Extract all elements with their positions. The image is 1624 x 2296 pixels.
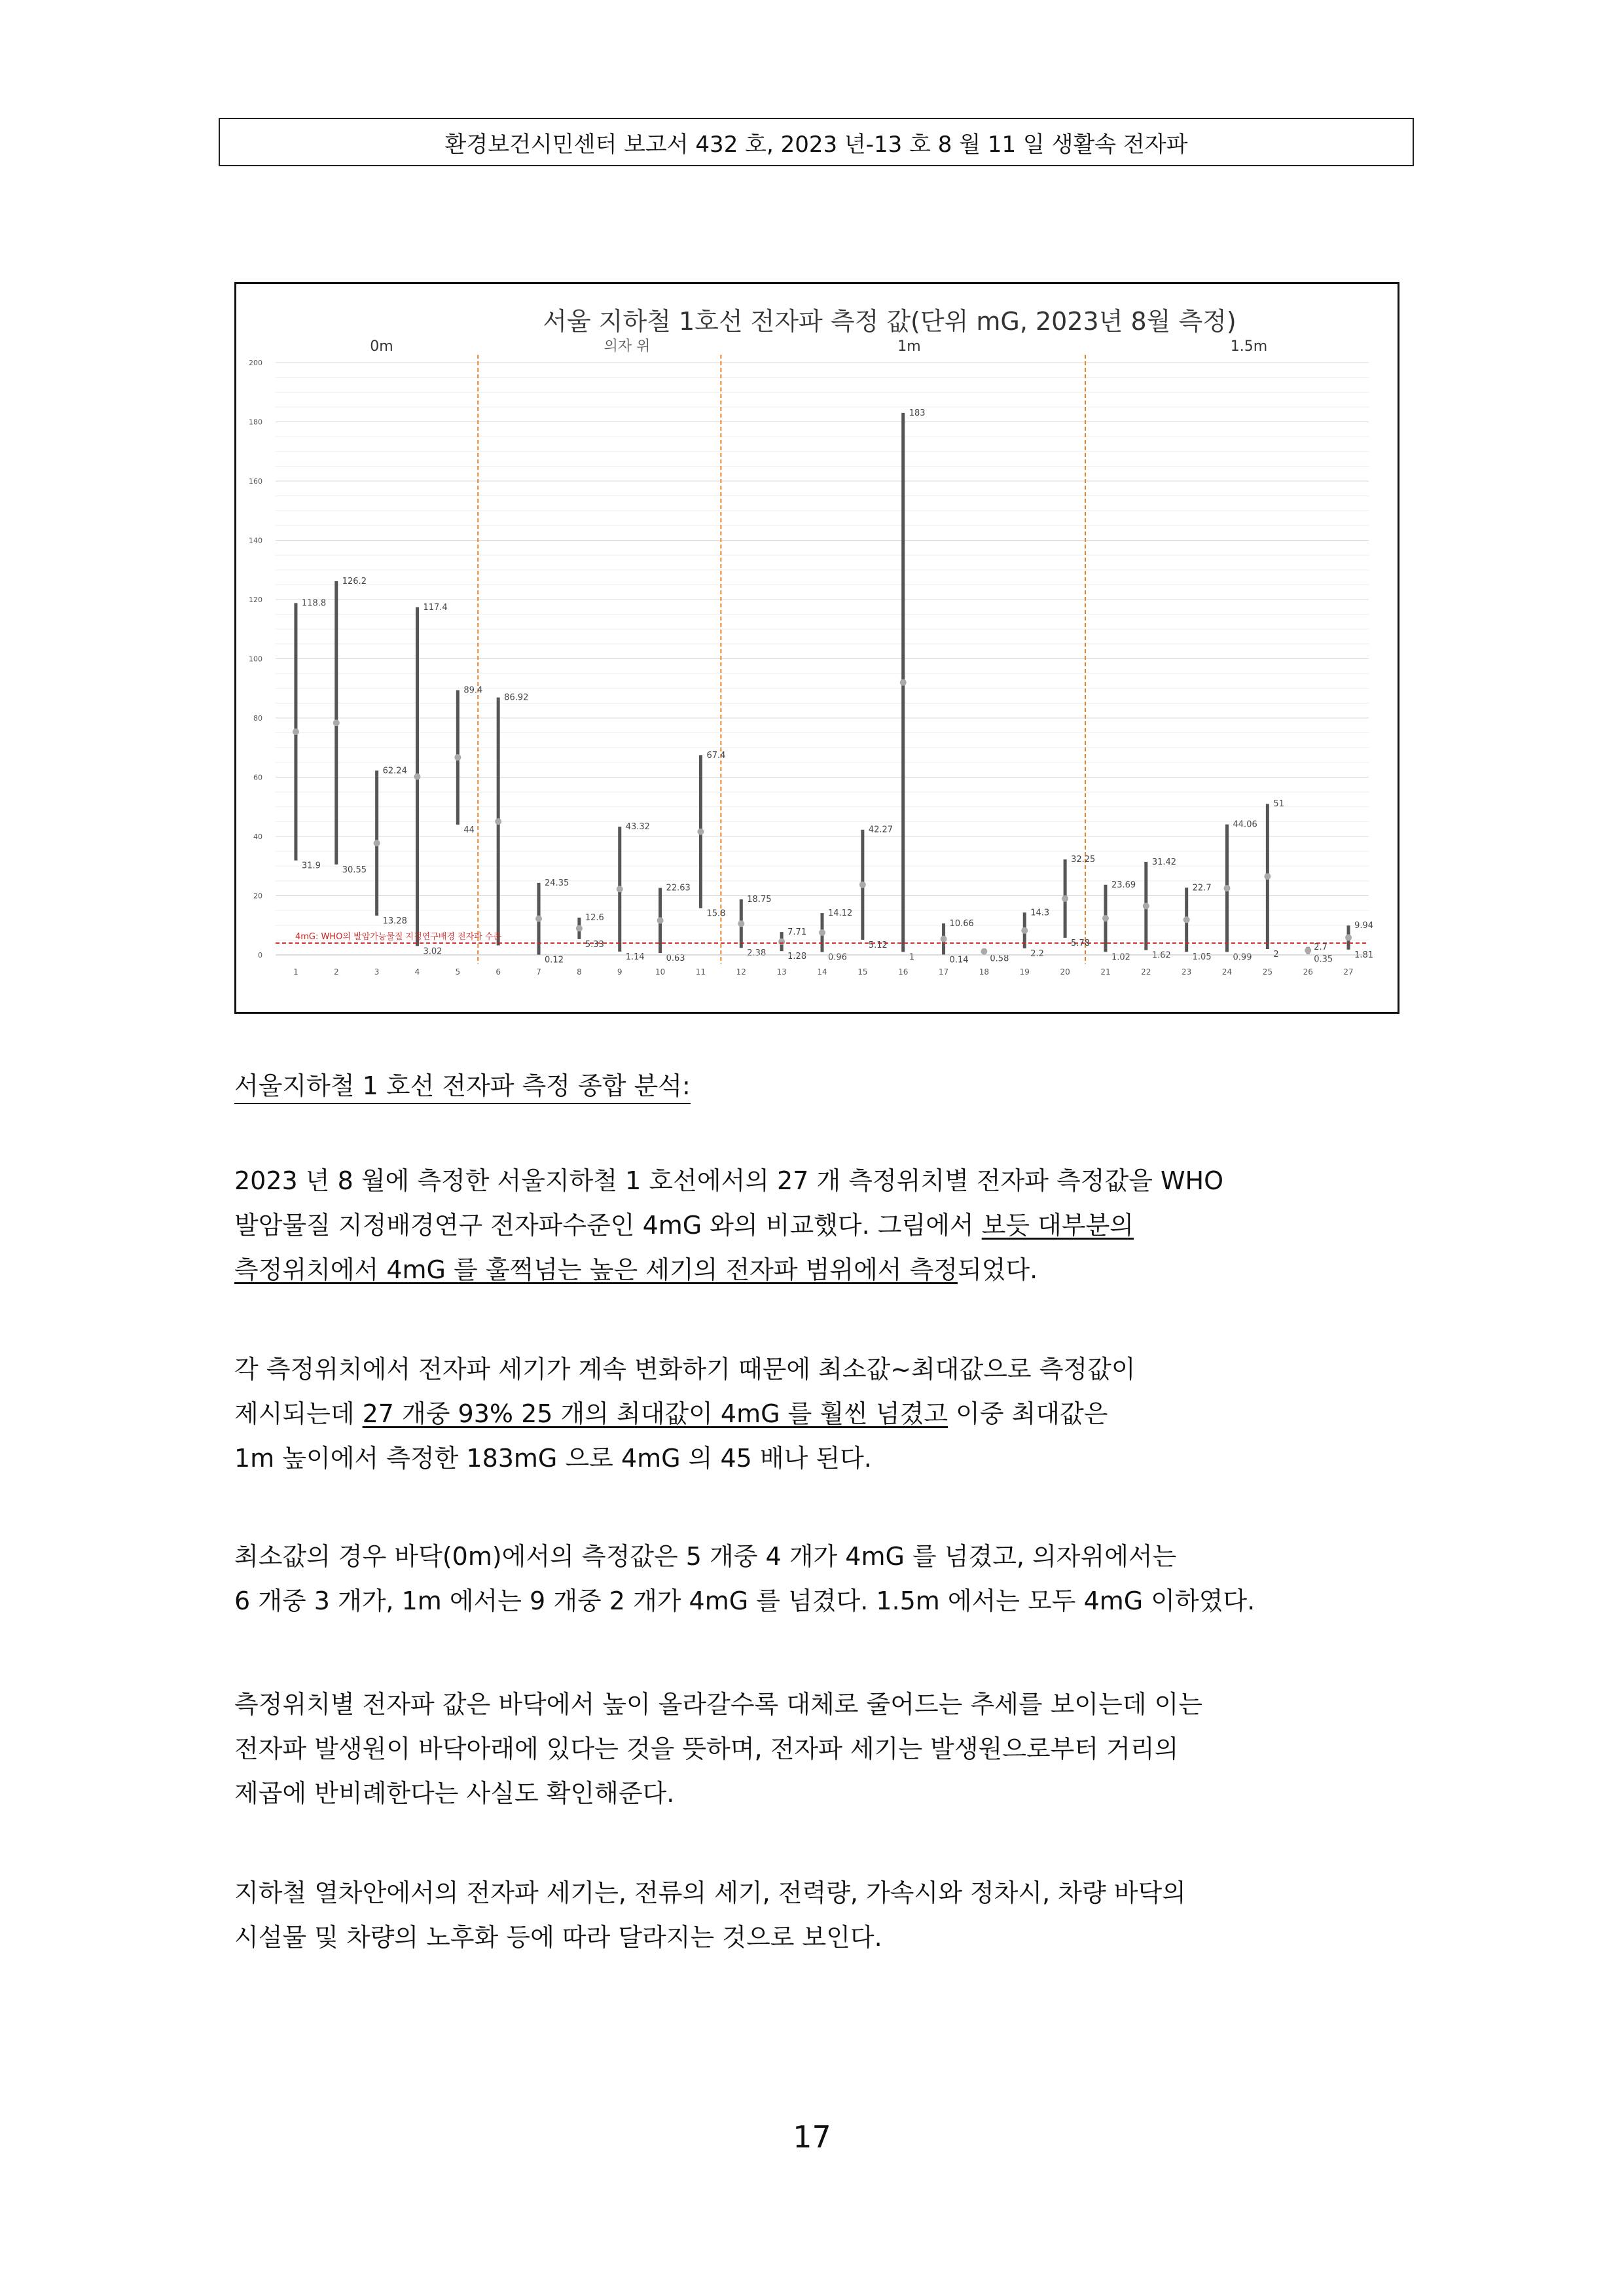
x-tick-label: 7	[536, 967, 541, 977]
max-value-label: 62.24	[382, 766, 407, 776]
min-value-label: 2.38	[747, 948, 767, 959]
p3-line-2: 6 개중 3 개가, 1m 에서는 9 개중 2 개가 4mG 를 넘겼다. 1.5m 에서는 모두 4mG 이하였다.	[234, 1587, 1255, 1615]
group-label-1-5m: 1.5m	[1230, 338, 1268, 355]
max-value-label: 42.27	[868, 825, 893, 835]
bars-layer	[293, 413, 1352, 955]
p2-line-2-tail: 이중 최대값은	[948, 1399, 1108, 1428]
paragraph-5	[234, 1871, 1406, 1960]
max-value-label: 86.92	[504, 692, 529, 703]
midpoint-marker	[941, 936, 947, 942]
x-tick-label: 19	[1019, 967, 1030, 977]
min-value-label: 30.55	[342, 865, 367, 875]
x-tick-label: 14	[817, 967, 827, 977]
min-value-label: 44	[463, 825, 475, 835]
x-tick-label: 23	[1182, 967, 1192, 977]
min-value-label: 13.28	[382, 916, 407, 926]
x-tick-label: 5	[455, 967, 461, 977]
max-value-label: 9.94	[1354, 921, 1374, 931]
p4-line-2: 전자파 발생원이 바닥아래에 있다는 것을 뜻하며, 전자파 세기는 발생원으로부터 거리의	[234, 1734, 1179, 1763]
paragraph-2	[234, 1347, 1406, 1480]
p2-line-2-underlined: 27 개중 93% 25 개의 최대값이 4mG 를 훨씬 넘겼고	[362, 1399, 948, 1428]
who-reference-label: 4mG: WHO의 발암가능물질 지정연구배경 전자파 수준	[295, 931, 501, 942]
midpoint-marker	[778, 939, 785, 945]
midpoint-marker	[981, 948, 987, 955]
midpoint-marker	[1224, 885, 1231, 891]
midpoint-marker	[738, 920, 744, 927]
max-value-label: 67.4	[706, 751, 726, 761]
section-title: 서울지하철 1 호선 전자파 측정 종합 분석:	[234, 1066, 691, 1104]
min-value-label: 5.12	[868, 940, 888, 950]
report-header	[219, 118, 1414, 166]
midpoint-marker	[900, 679, 907, 686]
y-tick-label: 180	[249, 418, 262, 427]
midpoint-marker	[1305, 947, 1311, 954]
x-tick-label: 20	[1060, 967, 1070, 977]
x-tick-label: 1	[293, 967, 298, 977]
min-value-label: 1.02	[1111, 952, 1130, 963]
min-value-label: 1.28	[787, 952, 807, 962]
min-value-label: 5.78	[1071, 938, 1091, 948]
max-value-label: 22.7	[1192, 883, 1212, 893]
max-value-label: 32.25	[1071, 855, 1096, 865]
x-tick-label: 6	[496, 967, 501, 977]
x-tick-label: 11	[695, 967, 706, 977]
p2-line-2-text: 제시되는데	[234, 1399, 363, 1428]
max-value-label: 7.71	[787, 927, 807, 938]
emf-chart	[234, 282, 1399, 1014]
max-value-label: 10.66	[949, 918, 974, 929]
midpoint-marker	[1102, 915, 1109, 922]
y-tick-label: 200	[249, 359, 262, 367]
y-tick-label: 0	[258, 951, 262, 960]
x-tick-label: 10	[655, 967, 666, 977]
p4-line-1: 측정위치별 전자파 값은 바닥에서 높이 올라갈수록 대체로 줄어드는 추세를 보이는데 이는	[234, 1690, 1202, 1719]
y-tick-label: 140	[249, 536, 262, 545]
min-value-label: 0.63	[666, 954, 685, 964]
max-value-label: 118.8	[301, 598, 327, 609]
paragraph-4	[234, 1682, 1406, 1816]
min-value-label: 0.99	[1233, 952, 1252, 963]
paragraph-1	[234, 1158, 1406, 1292]
midpoint-marker	[293, 728, 299, 735]
x-tick-label: 21	[1100, 967, 1111, 977]
min-value-label: 1.05	[1192, 952, 1212, 963]
chart-svg	[236, 284, 1398, 1012]
midpoint-marker	[414, 774, 420, 780]
y-tick-label: 40	[253, 833, 262, 841]
x-tick-label: 25	[1262, 967, 1273, 977]
midpoint-marker	[617, 886, 623, 892]
paragraph-3	[234, 1534, 1406, 1623]
max-value-label: 23.69	[1111, 880, 1136, 890]
p5-line-2: 시설물 및 차량의 노후화 등에 따라 달라지는 것으로 보인다.	[234, 1923, 882, 1952]
midpoint-marker	[1021, 927, 1028, 934]
x-tick-label: 18	[979, 967, 990, 977]
max-value-label: 183	[909, 408, 926, 418]
x-tick-label: 9	[617, 967, 623, 977]
midpoint-marker	[1062, 895, 1068, 902]
p5-line-1: 지하철 열차안에서의 전자파 세기는, 전류의 세기, 전력량, 가속시와 정차시, 차량 바닥의	[234, 1878, 1186, 1907]
max-value-label: 2.7	[1314, 942, 1327, 952]
max-value-label: 126.2	[342, 576, 367, 586]
min-value-label: 0.35	[1314, 954, 1333, 965]
x-tick-label: 2	[333, 967, 339, 977]
min-value-label: 2	[1273, 949, 1279, 960]
p3-line-1: 최소값의 경우 바닥(0m)에서의 측정값은 5 개중 4 개가 4mG 를 넘겼고, 의자위에서는	[234, 1542, 1177, 1571]
y-tick-label: 60	[253, 773, 262, 782]
min-value-label: 31.9	[301, 861, 321, 871]
max-value-label: 51	[1273, 799, 1284, 810]
p2-line-1: 각 측정위치에서 전자파 세기가 계속 변화하기 때문에 최소값~최대값으로 측정값이	[234, 1355, 1136, 1384]
x-tick-label: 12	[736, 967, 746, 977]
y-tick-label: 20	[253, 891, 262, 901]
min-value-label: 0.14	[949, 955, 969, 965]
x-tick-label: 22	[1141, 967, 1151, 977]
midpoint-marker	[1183, 916, 1190, 923]
max-value-label: 43.32	[625, 821, 650, 832]
min-value-label: 15.8	[706, 908, 726, 919]
midpoint-marker	[697, 829, 704, 835]
report-header-text: 환경보건시민센터 보고서 432 호, 2023 년-13 호 8 월 11 일 생활속 전자파	[444, 131, 1188, 158]
midpoint-marker	[1345, 934, 1352, 941]
midpoint-marker	[454, 754, 461, 761]
group-label-1m: 1m	[897, 338, 921, 355]
midpoint-marker	[819, 929, 825, 936]
midpoint-marker	[333, 719, 340, 726]
midpoint-marker	[1143, 903, 1149, 909]
min-value-label: 0.96	[828, 952, 847, 963]
x-tick-label: 13	[776, 967, 787, 977]
midpoint-marker	[535, 916, 542, 922]
p2-line-2	[234, 1391, 1406, 1436]
p1-line-2	[234, 1203, 1406, 1247]
x-tick-label: 24	[1221, 967, 1233, 977]
group-label-floor: 0m	[370, 338, 393, 355]
x-tick-label: 26	[1303, 967, 1313, 977]
x-tick-label: 16	[898, 967, 909, 977]
max-value-label: 117.4	[423, 602, 448, 613]
min-value-label: 1	[909, 952, 914, 963]
max-value-label: 44.06	[1233, 819, 1257, 830]
midpoint-marker	[495, 818, 501, 825]
max-value-label: 89.4	[463, 685, 483, 696]
max-value-label: 14.3	[1030, 908, 1050, 918]
min-value-label: 0.58	[990, 954, 1009, 964]
page-number: 17	[793, 2119, 831, 2155]
midpoint-marker	[859, 882, 866, 888]
midpoint-marker	[1264, 873, 1271, 880]
x-tick-label: 4	[414, 967, 420, 977]
min-value-label: 2.2	[1030, 949, 1044, 960]
chart-title: 서울 지하철 1호선 전자파 측정 값(단위 mG, 2023년 8월 측정)	[543, 307, 1236, 336]
p1-line-3-text: 되었다.	[957, 1255, 1038, 1284]
midpoint-marker	[657, 917, 664, 924]
min-value-label: 1.62	[1151, 950, 1171, 961]
labels-layer	[302, 408, 1373, 965]
min-value-label: 0.12	[545, 955, 564, 965]
p1-line-1: 2023 년 8 월에 측정한 서울지하철 1 호선에서의 27 개 측정위치별 전자파 측정값을 WHO	[234, 1166, 1224, 1195]
divider-layer	[478, 355, 1085, 964]
y-tick-label: 80	[253, 714, 262, 723]
max-value-label: 22.63	[666, 883, 691, 893]
p2-line-3: 1m 높이에서 측정한 183mG 으로 4mG 의 45 배나 된다.	[234, 1444, 872, 1473]
midpoint-marker	[374, 840, 380, 846]
max-value-label: 14.12	[828, 908, 853, 919]
x-tick-label: 3	[374, 967, 380, 977]
y-tick-label: 120	[249, 596, 262, 604]
max-value-label: 12.6	[585, 912, 604, 923]
x-tick-label: 15	[857, 967, 868, 977]
midpoint-marker	[576, 925, 583, 931]
x-tick-label: 17	[938, 967, 949, 977]
y-tick-label: 160	[249, 477, 262, 486]
p1-line-2-text: 발암물질 지정배경연구 전자파수준인 4mG 와의 비교했다. 그림에서	[234, 1211, 982, 1240]
max-value-label: 24.35	[545, 878, 569, 888]
x-tick-label: 27	[1343, 967, 1354, 977]
min-value-label: 1.14	[625, 952, 645, 962]
y-tick-label: 100	[249, 655, 262, 664]
min-value-label: 5.33	[585, 939, 604, 950]
min-value-label: 3.02	[423, 946, 442, 957]
p1-line-2-underlined: 보듯 대부분의	[981, 1211, 1134, 1240]
p1-line-3	[234, 1247, 1406, 1292]
max-value-label: 18.75	[747, 895, 772, 905]
p1-line-3-underlined: 측정위치에서 4mG 를 훌쩍넘는 높은 세기의 전자파 범위에서 측정	[234, 1255, 958, 1284]
max-value-label: 31.42	[1151, 857, 1177, 867]
group-label-seat: 의자 위	[604, 338, 651, 355]
x-tick-label: 8	[577, 967, 582, 977]
min-value-label: 1.81	[1354, 950, 1374, 960]
p4-line-3: 제곱에 반비례한다는 사실도 확인해준다.	[234, 1779, 675, 1808]
